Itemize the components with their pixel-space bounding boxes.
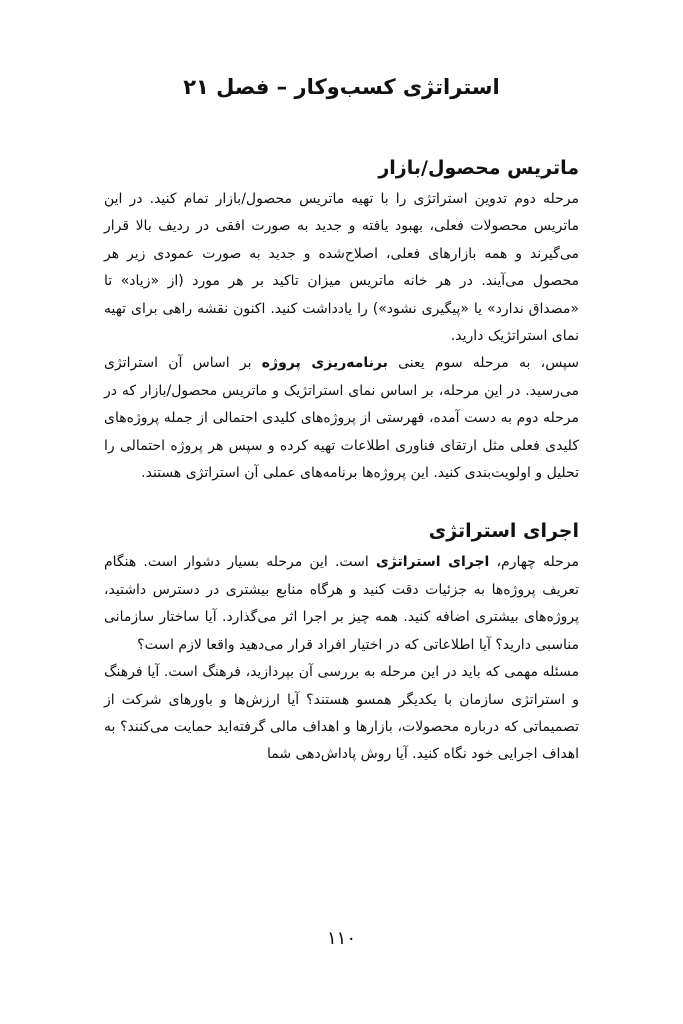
page-number: ۱۱۰: [326, 928, 356, 949]
section-product-market-matrix: [104, 150, 579, 487]
paragraph: [104, 549, 579, 659]
section-heading: اجرای استراتژی: [428, 520, 579, 543]
paragraph-text: سپس، به مرحله سوم یعنی: [387, 355, 579, 372]
paragraph: مسئله مهمی که باید در این مرحله به بررسی آن بپردازید، فرهنگ است. آیا فرهنگ و استراتژی سازمان با یکدیگر همسو هستند؟ آیا ارزش‌ها و باورهای شرکت از تصمیماتی که درباره محصولات، بازارها و اهداف مالی گرفته‌اید حمایت می‌کنند؟ به اهداف اجرایی خود نگاه کنید. آیا روش پاداش‌دهی شما: [104, 664, 579, 763]
page-content: [104, 150, 579, 769]
paragraph-text: مرحله چهارم،: [489, 554, 580, 571]
paragraph: [104, 350, 579, 487]
paragraph-text: است. این مرحله بسیار دشوار است. هنگام تعریف پروژه‌ها به جزئیات دقت کنید و هرگاه منابع بیشتری در دسترس داشتید، پروژه‌های بیشتری اضافه کنید. همه چیز بر اجرا اثر می‌گذارد. آیا ساختار سازمانی مناسبی دارید؟ آیا اطلاعاتی که در اختیار افراد قرار می‌دهید واقعا لازم است؟: [104, 554, 579, 653]
paragraph: مرحله دوم تدوین استراتژی را با تهیه ماتریس محصول/بازار تمام کنید. در این ماتریس محصولات فعلی، بهبود یافته و جدید به صورت افقی در ردیف بالا قرار می‌گیرند و همه بازارهای فعلی، اصلاح‌شده و جدید به صورت عمودی زیر هر محصول می‌آیند. در هر خانه ماتریس میزان تاکید بر هر مورد (از «زیاد» تا «مصداق ندارد» یا «پیگیری نشود») را یادداشت کنید. اکنون نقشه راهی برای تهیه نمای استراتژیک دارید.: [104, 191, 579, 345]
bold-term: اجرای استراتژی: [375, 554, 490, 571]
bold-term: برنامه‌ریزی پروژه: [261, 355, 388, 372]
running-header: استراتژی کسب‌وکار – فصل ۲۱: [183, 75, 500, 99]
section-strategy-execution: [104, 513, 579, 768]
section-heading: ماتریس محصول/بازار: [378, 157, 579, 179]
paragraph-text: بر اساس آن استراتژی می‌رسید. در این مرحله، بر اساس نمای استراتژیک و ماتریس محصول/بازار که در مرحله دوم به دست آمده، فهرستی از پروژه‌های کلیدی احتمالی از جمله پروژه‌های کلیدی فعلی مثل ارتقای فناوری اطلاعات تهیه کرده و سپس هر پروژه احتمالی را تحلیل و اولویت‌بندی کنید. این پروژه‌ها برنامه‌های عملی آن استراتژی هستند.: [104, 355, 579, 482]
